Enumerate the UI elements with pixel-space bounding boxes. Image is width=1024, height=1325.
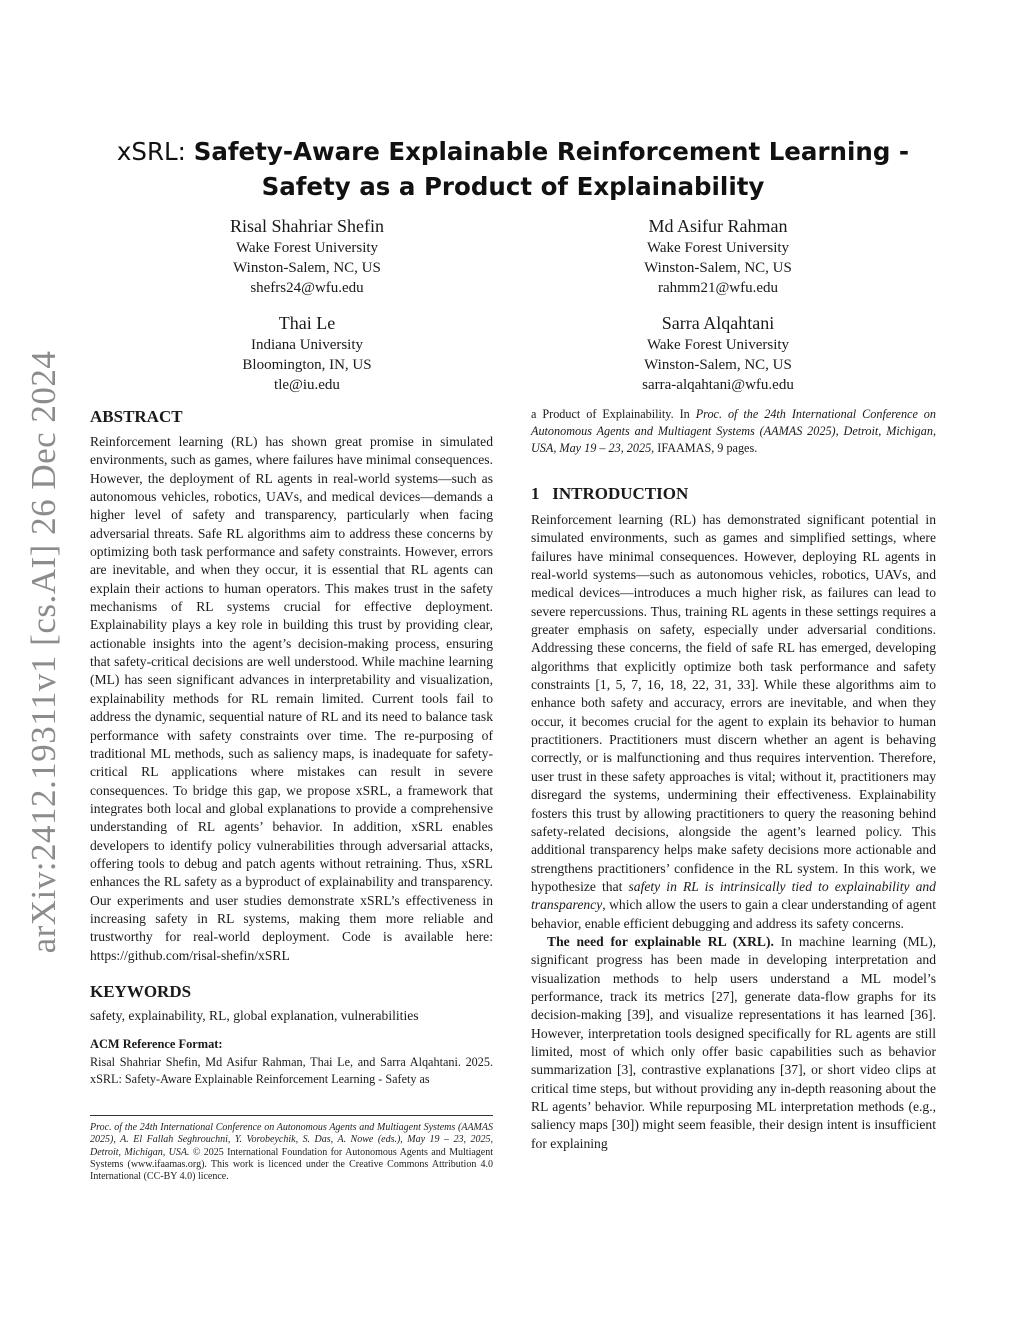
acm-cont-text: a Product of Explainability. In (531, 407, 696, 421)
author-affiliation: Wake Forest University (646, 337, 790, 353)
keywords-text: safety, explainability, RL, global explanation, vulnerabilities (90, 1007, 419, 1023)
footnote-license: © 2025 International Foundation for Autonomous Agents and Multiagent Systems (www.ifaamas.org). This work is licenced under the Creative Commons Attribution 4.0 International (CC-BY 4.0) licence. (90, 1146, 493, 1183)
author-block-1 (157, 214, 457, 298)
author-name: Md Asifur Rahman (648, 216, 788, 236)
acm-reference-continued (531, 406, 936, 457)
author-location: Winston-Salem, NC, US (644, 260, 792, 276)
author-name: Sarra Alqahtani (661, 313, 775, 333)
title-line-2: Safety as a Product of Explainability (261, 172, 765, 201)
author-block-4 (568, 311, 868, 395)
author-email: shefrs24@wfu.edu (250, 280, 364, 296)
acm-cont-tail: , IFAAMAS, 9 pages. (651, 441, 758, 455)
author-affiliation: Wake Forest University (235, 240, 379, 256)
abstract-text: Reinforcement learning (RL) has shown great promise in simulated environments, such as games, where failures have minimal consequences. However, the deployment of RL agents in real-world systems—such as autonomous vehicles, robotics, UAVs, and medical devices—demands a higher level of safety and transparency, particularly when facing adversarial threats. Safe RL algorithms aim to address these concerns by optimizing both task performance and safety constraints. However, errors are inevitable, and when they occur, it is essential that RL agents can explain their actions to human operators. This makes trust in the safety mechanisms of RL systems crucial for effective deployment. Explainability plays a key role in building this trust by providing clear, actionable insights into the agent’s decision-making process, ensuring that safety-critical decisions are well understood. While machine learning (ML) has seen significant advances in interpretability and visualization, explainability methods for RL remain limited. Current tools fail to address the dynamic, sequential nature of RL and its need to balance task performance with safety constraints over time. The re-purposing of traditional ML methods, such as saliency maps, is inadequate for safety-critical RL applications where mistakes can result in severe consequences. To bridge this gap, we propose xSRL, a framework that integrates both local and global explanations to provide a comprehensive understanding of RL agents’ behavior. In addition, xSRL enables developers to identify policy vulnerabilities through adversarial attacks, offering tools to debug and patch agents without retraining. Thus, xSRL enhances the RL safety as a byproduct of explainability and transparency. Our experiments and user studies demonstrate xSRL’s effectiveness in increasing safety in RL systems, making them more reliable and trustworthy for real-world deployment. Code is available here: https://github.com/risal-shefin/xSRL (90, 434, 493, 963)
acm-reference-heading: ACM Reference Format: (90, 1037, 223, 1052)
footnote (90, 1122, 493, 1183)
title-prefix: xSRL: (116, 137, 194, 166)
title-line-1 (90, 134, 936, 169)
author-email: rahmm21@wfu.edu (657, 280, 779, 296)
footnote-divider (90, 1115, 493, 1116)
left-column (90, 406, 493, 1088)
right-column (531, 406, 936, 1153)
paper-title (90, 134, 936, 204)
footnote-proceedings: Proc. of the 24th International Conference on Autonomous Agents and Multiagent Systems (AAMAS 2025), A. El Fallah Seghrouchni, Y. Vorobeychik, S. Das, A. Nowe (eds.), May 19 – 23, 2025, Detroit, Michigan, USA. (90, 1122, 493, 1158)
intro-paragraph-2 (531, 933, 936, 1153)
intro-paragraph-1 (531, 511, 936, 933)
author-location: Bloomington, IN, US (242, 357, 372, 373)
author-affiliation: Wake Forest University (646, 240, 790, 256)
author-name: Risal Shahriar Shefin (230, 216, 384, 236)
author-location: Winston-Salem, NC, US (233, 260, 381, 276)
author-affiliation: Indiana University (250, 337, 364, 353)
arxiv-identifier-text: arXiv:2412.19311v1 [cs.AI] 26 Dec 2024 (24, 350, 63, 954)
arxiv-identifier (24, 350, 64, 954)
keywords-heading: KEYWORDS (90, 981, 192, 1001)
acm-reference-text: Risal Shahriar Shefin, Md Asifur Rahman, Thai Le, and Sarra Alqahtani. 2025. xSRL: Safety-Aware Explainable Reinforcement Learning - Safety as (90, 1055, 493, 1087)
author-email: sarra-alqahtani@wfu.edu (642, 377, 794, 393)
introduction-heading: 1 INTRODUCTION (531, 484, 689, 503)
author-location: Winston-Salem, NC, US (644, 357, 792, 373)
intro-p2-lead: The need for explainable RL (XRL). (547, 933, 774, 949)
author-block-2 (568, 214, 868, 298)
abstract-heading: ABSTRACT (90, 407, 183, 426)
intro-p1-text: Reinforcement learning (RL) has demonstrated significant potential in simulated environments, such as games and simplified settings, where failures have minimal consequences. However, deploying RL agents in real-world systems—such as autonomous vehicles, robotics, UAVs, and medical devices—introduces a much higher risk, as failures can lead to severe repercussions. Thus, training RL agents in these settings requires a greater emphasis on safety, especially under adversarial conditions. Addressing these concerns, the field of safe RL has emerged, developing algorithms that explicitly optimize both task performance and safety constraints [1, 5, 7, 16, 18, 22, 31, 33]. While these algorithms aim to enhance both safety and accuracy, errors are inevitable, and when they occur, it becomes crucial for the agent to explain its behavior to human practitioners. Practitioners must discern whether an agent is behaving correctly, or is malfunctioning and thus requires intervention. Therefore, user trust in these safety approaches is vital; without it, practitioners may disregard the systems, undermining their effectiveness. Explainability fosters this trust by allowing practitioners to query the reasoning behind safety-related decisions, alongside the agent’s learned policy. This additional transparency helps make safety decisions more actionable and strengthens practitioners’ confidence in the RL system. In this work, we hypothesize that (531, 512, 936, 894)
author-block-3 (157, 311, 457, 395)
title-main: Safety-Aware Explainable Reinforcement Learning - (193, 137, 910, 166)
author-name: Thai Le (278, 313, 336, 333)
intro-p1-hypothesis: safety in RL is intrinsically tied to explainability and transparency (531, 878, 936, 913)
intro-p1-tail: , which allow the users to gain a clear understanding of agent behavior, enable efficient debugging and address its safety concerns. (531, 897, 936, 931)
intro-p2-text: In machine learning (ML), significant progress has been made in developing interpretation and visualization methods to help users understand a ML model’s performance, track its metrics [27], generate data-flow graphs for its decision-making [39], and visualize representations it has learned [36]. However, interpretation tools designed specifically for RL agents are still limited, most of which only offer basic capabilities such as behavior summarization [3], contrastive explanations [37], or short video clips at critical time steps, but without providing any in-depth reasoning about the RL agents’ behavior. While repurposing ML interpretation methods (e.g., saliency maps [30]) might seem feasible, their design intent is insufficient for explaining (531, 933, 936, 1151)
acm-cont-venue: Proc. of the 24th International Conference on Autonomous Agents and Multiagent Systems (AAMAS 2025), Detroit, Michigan, USA, May 19 – 23, 2025 (531, 407, 936, 455)
author-email: tle@iu.edu (274, 377, 340, 393)
